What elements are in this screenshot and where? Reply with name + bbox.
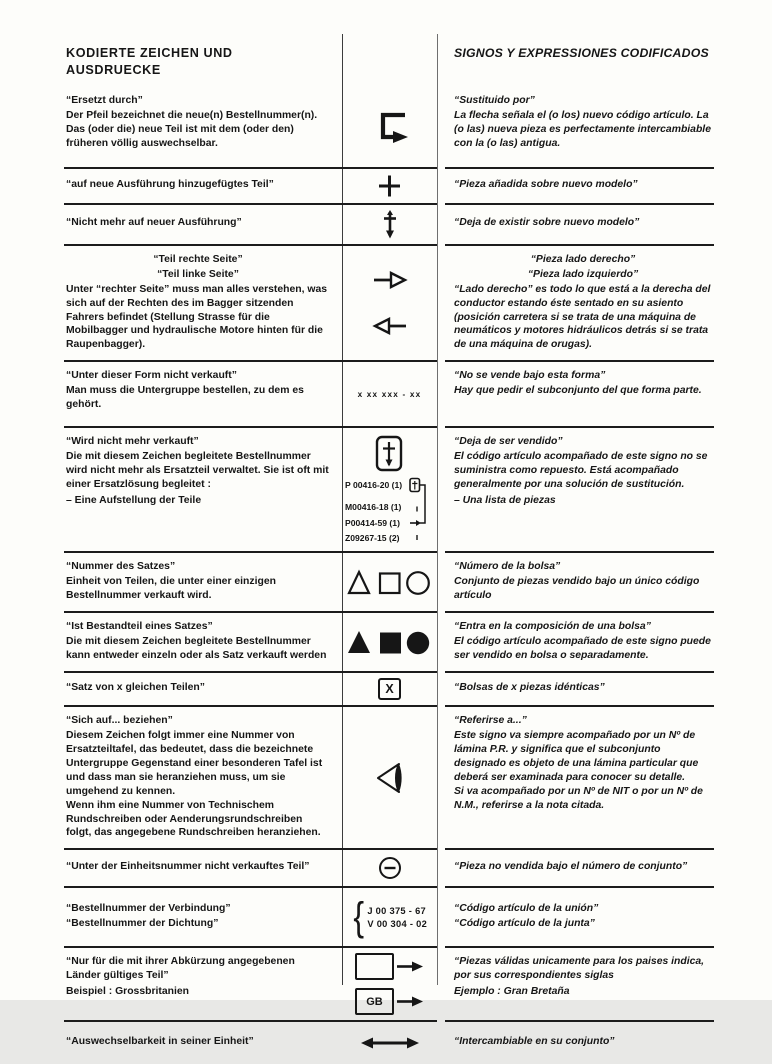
de-title: “Nur für die mit ihrer Abkürzung angegebenen Länder gültiges Teil” [66,956,295,982]
part-number-2: M00416-18 (1) [344,502,401,513]
es-title-1: “Pieza lado derecho” [530,253,636,265]
es-title: “Deja de ser vendido” [454,436,563,448]
boxed-x-icon: X [378,678,401,700]
row-country-validity [64,948,714,1022]
de-title-1: “Teil rechte Seite” [153,253,243,265]
row-no-longer-sold [64,428,714,553]
es-title-2: “Código artículo de la junta” [454,917,595,929]
part-number-4: Z09267-15 (2) [344,533,399,544]
de-body: Man muss die Untergruppe bestellen, zu dem es gehört. [66,385,304,411]
de-title: “Ersetzt durch” [66,94,143,106]
row-part-added [64,169,714,205]
es-title: “Referirse a...” [454,714,527,726]
de-title: “Nummer des Satzes” [66,561,176,573]
row-set-number [64,553,714,613]
country-box-symbols [355,953,424,1015]
row-part-of-set [64,613,714,673]
plus-icon [377,174,402,198]
es-title: “No se vende bajo esta forma” [454,370,606,382]
es-body: “Lado derecho” es todo lo que está a la derecha del conductor estando éste sentado en su asiento (posición carretera si se trata de una máquina de neumáticos y motores hidráulicos detrás si se trata de una máquina de orugas). [454,283,711,351]
outline-triangle-square-circle-icon [347,568,433,596]
row-right-left-side [64,246,714,363]
code-line-1: J 00 375 - 67 [367,905,427,916]
es-body: Conjunto de piezas vendido bajo un único código artículo [454,576,700,602]
de-title: “Nicht mehr auf neuer Ausführung” [66,217,242,229]
left-side-arrow-icon [372,316,408,336]
es-body-2: Si va acompañado por un Nº de NIT o por un Nº de N.M., referirse a la nota citada. [454,785,703,811]
row-interchangeable-as-whole [64,1022,714,1064]
es-title: “Sustituido por” [454,94,535,106]
de-example: Beispiel : Grossbritanien [66,986,189,998]
row-connection-seal-codes [64,888,714,948]
de-title: “Sich auf... beziehen” [66,714,173,726]
de-title-2: “Bestellnummer der Dichtung” [66,917,219,929]
de-title: “Unter der Einheitsnummer nicht verkauftes Teil” [66,861,310,873]
es-list-item: – Una lista de piezas [454,495,556,507]
dagger-icon [381,210,399,239]
es-title: “Número de la bolsa” [454,561,561,573]
es-body: La flecha señala el (o los) nuevo código artículo. La (o las) nueva pieza es perfectamente intercambiable con la (o las) antigua. [454,109,711,149]
right-side-arrow-icon [372,270,408,290]
de-title: “auf neue Ausführung hinzugefügtes Teil” [66,178,274,190]
es-example: Ejemplo : Gran Bretaña [454,986,570,998]
de-body: Die mit diesem Zeichen begleitete Bestellnummer wird nicht mehr als Ersatzteil verwaltet. Sie ist oft mit einer Ersatzlösung begleitet : [66,451,329,491]
row-refer-to [64,707,714,850]
de-title-2: “Teil linke Seite” [157,268,239,280]
de-body: Einheit von Teilen, die unter einer einzigen Bestellnummer verkauft wird. [66,576,276,602]
de-body: Die mit diesem Zeichen begleitete Bestellnummer kann entweder einzeln oder als Satz verkauft werden [66,636,327,661]
coded-signs-table [64,36,714,1064]
de-title: “Unter dieser Form nicht verkauft” [66,370,237,382]
arrow-right-icon [397,995,424,1008]
es-title: “Pieza no vendida bajo el número de conjunto” [454,861,688,873]
brace-glyph: { [353,895,364,940]
corner-replacement-arrow-icon [367,110,413,144]
es-title: “Piezas válidas unicamente para los paises indica, por sus correspondientes siglas [454,956,705,982]
es-body-1: Este signo va siempre acompañado por un Nº de lámina P.R. y significa que el subconjunto designado es objeto de una lámina particular que deberá ser examinada para conocer su detalle. [454,729,699,783]
row-set-of-x-parts [64,673,714,707]
row-no-longer-on-new-model [64,205,714,246]
part-number-3: P00414-59 (1) [344,518,400,529]
es-body: El código artículo acompañado de este signo no se suministra como repuesto. Está acompañado generalmente por una solución de sustitución. [454,451,708,491]
es-title: “Intercambiable en su conjunto” [454,1036,615,1048]
row-not-sold-under-unit-number [64,850,714,888]
es-body: El código artículo acompañado de este signo puede ser vendido en bolsa o separadamente. [454,636,711,661]
table-header-row [64,36,714,87]
gb-country-box-icon: GB [355,988,394,1015]
de-title: “Ist Bestandteil eines Satzes” [66,621,213,633]
boxed-dagger-parts-list-icon [344,436,436,546]
code-line-2: V 00 304 - 02 [367,918,428,929]
part-number-1: P 00416-20 (1) [344,480,402,491]
brace-with-codes [352,895,428,940]
double-headed-arrow-icon [361,1036,419,1050]
arrow-right-icon [397,960,424,973]
de-title: “Auswechselbarkeit in seiner Einheit” [66,1036,254,1048]
de-list-item: – Eine Aufstellung der Teile [66,495,202,507]
eye-refer-icon [376,761,404,795]
es-title: “Deja de existir sobre nuevo modelo” [454,217,640,229]
de-body: Unter “rechter Seite” muss man alles verstehen, was sich auf der Rechten des im Bagger sitzenden Fahrers befindet (Stellung Strasse für die Mobilbagger und hydraulische Motore hinten für die Raupenbagger). [66,283,328,351]
es-title-1: “Código artículo de la unión” [454,902,599,914]
es-body: Hay que pedir el subconjunto del que forma parte. [454,385,702,397]
es-title: “Pieza añadida sobre nuevo modelo” [454,178,638,190]
row-not-sold-in-this-form [64,362,714,428]
de-title: “Satz von x gleichen Teilen” [66,681,205,693]
header-spanish: SIGNOS Y EXPRESSIONES CODIFICADOS [454,46,709,60]
de-body-2: Wenn ihm eine Nummer von Technischem Rundschreiben oder Aenderungsrundschreiben folgt, das angegebene Rundschreiben heranziehen. [66,799,321,839]
de-body: Der Pfeil bezeichnet die neue(n) Bestellnummer(n). Das (oder die) neue Teil ist mit dem (oder den) früheren völlig auswechselbar. [66,109,318,149]
header-german: KODIERTE ZEICHEN UND AUSDRUECKE [66,46,233,77]
part-number-pattern: x xx xxx - xx [357,389,422,399]
es-title: “Bolsas de x piezas idénticas” [454,681,605,693]
empty-country-box-icon [355,953,394,980]
filled-triangle-square-circle-icon [347,628,433,656]
de-body-1: Diesem Zeichen folgt immer eine Nummer von Ersatzteiltafel, das bedeutet, dass die bezeichnete Untergruppe Gegenstand einer besonderen Tafel ist und dass man sie heranziehen muss, um sie umgehend zu kennen. [66,729,323,797]
es-title-2: “Pieza lado izquierdo” [527,268,639,280]
row-replaced-by [64,87,714,169]
circled-minus-icon [377,855,403,881]
de-title: “Wird nicht mehr verkauft” [66,436,199,448]
de-title-1: “Bestellnummer der Verbindung” [66,902,231,914]
es-title: “Entra en la composición de una bolsa” [454,621,651,633]
